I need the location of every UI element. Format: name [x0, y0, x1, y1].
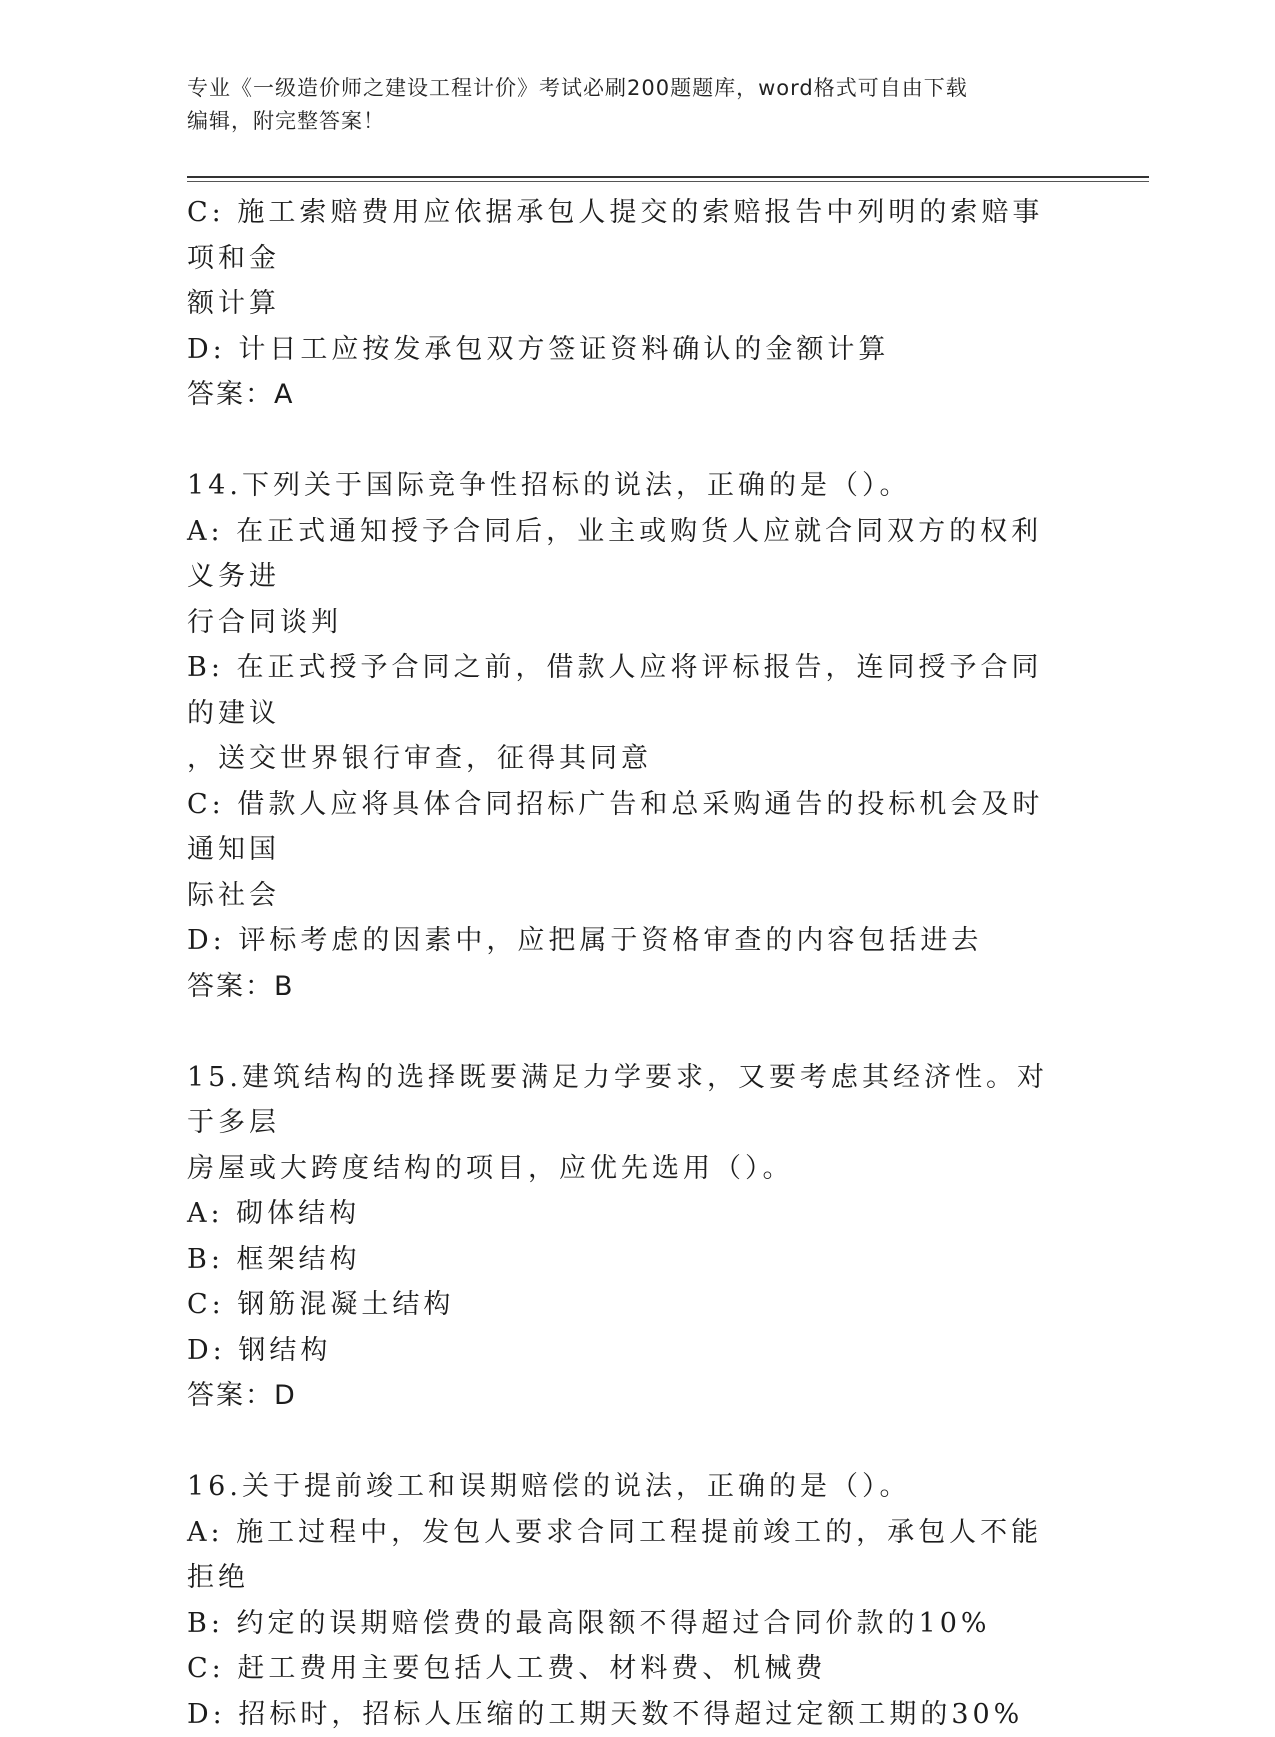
option-c: C: 钢筋混凝土结构 [187, 1282, 1067, 1328]
answer-label: 答案：B [187, 964, 1067, 1010]
question-content [187, 190, 1067, 1737]
option-d: D: 评标考虑的因素中，应把属于资格审查的内容包括进去 [187, 918, 1067, 964]
question-stem: 16.关于提前竣工和误期赔偿的说法，正确的是（）。 [187, 1464, 1067, 1510]
option-c-line-1: C: 借款人应将具体合同招标广告和总采购通告的投标机会及时通知国 [187, 782, 1067, 873]
spacer [187, 418, 1067, 464]
header-divider-thick [187, 176, 1149, 178]
option-c-line-2: 际社会 [187, 873, 1067, 919]
option-b: B: 框架结构 [187, 1237, 1067, 1283]
option-d: D: 招标时，招标人压缩的工期天数不得超过定额工期的30% [187, 1692, 1067, 1737]
option-a-line-1: A: 在正式通知授予合同后，业主或购货人应就合同双方的权利义务进 [187, 509, 1067, 600]
option-c: C: 赶工费用主要包括人工费、材料费、机械费 [187, 1646, 1067, 1692]
question-stem: 14.下列关于国际竞争性招标的说法，正确的是（）。 [187, 463, 1067, 509]
header-title-line-1: 专业《一级造价师之建设工程计价》考试必刷200题题库，word格式可自由下载 [187, 72, 1067, 105]
question-stem-line-2: 房屋或大跨度结构的项目，应优先选用（）。 [187, 1146, 1067, 1192]
question-16 [187, 1464, 1067, 1737]
answer-label: 答案：D [187, 1373, 1067, 1419]
header-title-line-2: 编辑，附完整答案！ [187, 105, 1067, 138]
question-14 [187, 463, 1067, 1009]
answer-label: 答案：A [187, 372, 1067, 418]
spacer [187, 1009, 1067, 1055]
question-15 [187, 1055, 1067, 1419]
question-stem-line-1: 15.建筑结构的选择既要满足力学要求，又要考虑其经济性。对于多层 [187, 1055, 1067, 1146]
option-c-line-1: C: 施工索赔费用应依据承包人提交的索赔报告中列明的索赔事项和金 [187, 190, 1067, 281]
option-b: B: 约定的误期赔偿费的最高限额不得超过合同价款的10% [187, 1601, 1067, 1647]
option-b-line-2: ，送交世界银行审查，征得其同意 [187, 736, 1067, 782]
option-d: D: 钢结构 [187, 1328, 1067, 1374]
spacer [187, 1419, 1067, 1465]
option-c-line-2: 额计算 [187, 281, 1067, 327]
option-a-line-2: 行合同谈判 [187, 600, 1067, 646]
option-d: D: 计日工应按发承包双方签证资料确认的金额计算 [187, 327, 1067, 373]
option-b-line-1: B: 在正式授予合同之前，借款人应将评标报告，连同授予合同的建议 [187, 645, 1067, 736]
header-divider-thin [187, 181, 1149, 182]
question-13-fragment [187, 190, 1067, 418]
option-a: A: 施工过程中，发包人要求合同工程提前竣工的，承包人不能拒绝 [187, 1510, 1067, 1601]
document-header [187, 72, 1067, 138]
option-a: A: 砌体结构 [187, 1191, 1067, 1237]
